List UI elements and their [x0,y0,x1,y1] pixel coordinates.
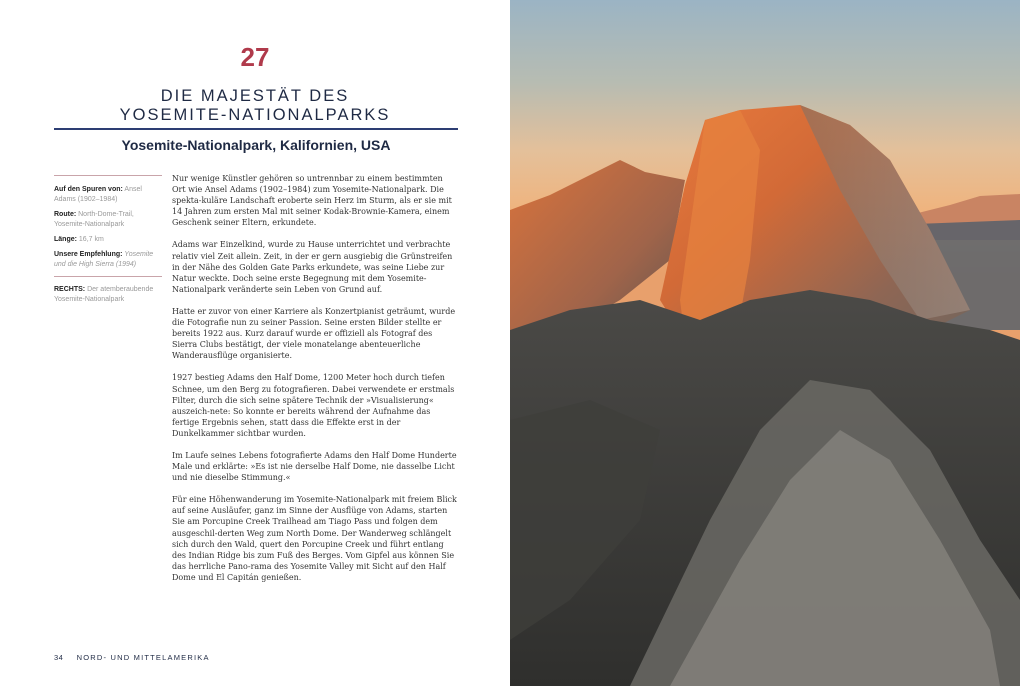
sidebar-divider-top [54,175,162,176]
info-sidebar [54,174,162,310]
meta-key: Auf den Spuren von: [54,186,123,194]
article-body [172,173,458,594]
paragraph: Hatte er zuvor von einer Karriere als Konzertpianist geträumt, wurde die Fotografie nun zu seiner Passion. Seine ersten Bilder stellte er bereits 1922 aus. Kurz darauf wurde er offiziell als Fotograf des Sierra Clubs bestätigt, der viele monatelange abenteuerliche Wanderausflüge organisierte. [172,306,456,361]
meta-length [54,235,162,245]
paragraph: Für eine Höhenwanderung im Yosemite-Nationalpark mit freiem Blick auf seine Ausläufer, ganz im Sinne der Ausflüge von Adams, starten Sie am Porcupine Creek Trailhead am Tiago Pass und folgen dem ausgeschil-derten Weg zum North Dome. Der Wanderweg schlängelt sich durch den Wald, quert den Porcupine Creek und führt entlang des Indian Ridge bis zum Fuß des Berges. Vom Gipfel aus können Sie das herrliche Pano-rama des Yosemite Valley mit Sicht auf den Half Dome und El Capitán genießen. [172,495,457,582]
meta-key: Route: [54,211,77,219]
meta-key: Unsere Empfehlung: [54,251,123,259]
page-title [100,87,410,125]
half-dome-photo [510,0,1020,686]
meta-key: Länge: [54,236,77,244]
chapter-number: 27 [240,42,270,72]
title-divider [54,128,458,130]
paragraph: Nur wenige Künstler gehören so untrennbar zu einem bestimmten Ort wie Ansel Adams (1902–1984) zum Yosemite-Nationalpark. Die spekta-kuläre Landschaft eroberte sein Herz im Sturm, als er sie mit 14 Jahren zum ersten Mal mit seiner Kodak-Brownie-Kamera, einem Geschenk seiner Eltern, erkundete. [172,174,452,228]
paragraph: 1927 bestieg Adams den Half Dome, 1200 Meter hoch durch tiefen Schnee, um den Berg zu fotografieren. Dabei verwendete er erstmals Filter, durch die sich seine spätere Technik der »Visualisierung« auszeich-nete: So konnte er bereits während der Aufnahme das fertige Ergebnis sehen, statt dass die Effekte erst in der Dunkelkammer sichtbar wurden. [172,373,455,438]
meta-value: 16,7 km [78,236,104,244]
section-name: NORD- UND MITTELAMERIKA [76,653,210,662]
meta-author [54,185,162,205]
sidebar-divider-bottom [54,276,162,277]
caption-key: RECHTS: [54,286,86,294]
paragraph: Adams war Einzelkind, wurde zu Hause unterrichtet und verbrachte relativ viel Zeit allein. Zeit, in der er gern ausgiebig die Grünstreifen in der Nähe des Golden Gate Parks erkundete, was seine Liebe zur Natur weckte. Doch seine erste Begegnung mit dem Yosemite-Nationalpark veränderte sein Leben von Grund auf. [172,240,453,294]
title-line-1: DIE MAJESTÄT DES [160,87,350,105]
meta-route [54,210,162,230]
location-subtitle: Yosemite-Nationalpark, Kalifornien, USA [121,137,391,153]
meta-value: North-Dome-Trail, Yosemite-Nationalpark [54,211,134,229]
page-number: 34 [54,653,64,662]
meta-recommendation [54,250,162,270]
meta-value: Yosemite und die High Sierra (1994) [54,251,154,269]
caption-value: Der atemberaubende Yosemite-Nationalpark [54,286,154,304]
title-line-2: YOSEMITE-NATIONALPARKS [119,106,391,124]
photo-caption [54,285,162,305]
meta-value: Ansel Adams (1902–1984) [54,186,142,204]
paragraph: Im Laufe seines Lebens fotografierte Adams den Half Dome Hunderte Male und erklärte: »Es ist nie derselbe Half Dome, nie dasselbe Licht und nie dieselbe Stimmung.« [172,450,457,483]
page-footer [54,653,210,662]
